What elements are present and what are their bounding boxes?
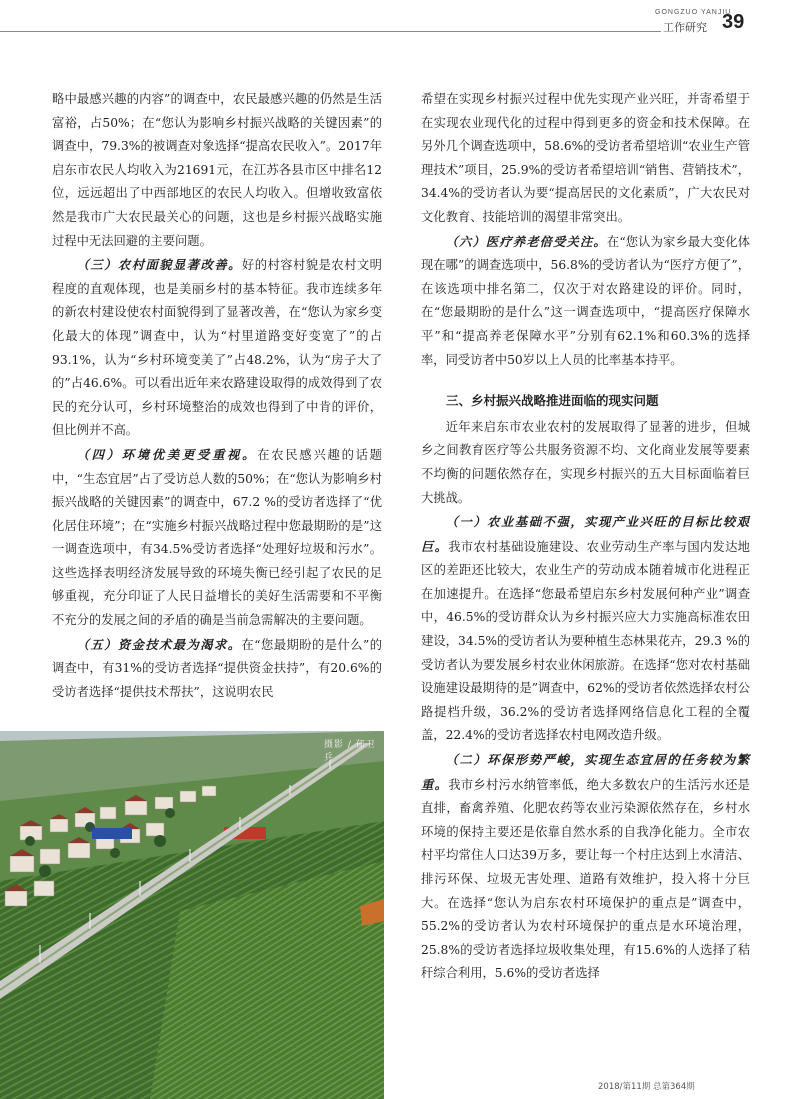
billboard [92, 828, 132, 839]
subsection-lead: （五）资金技术最为渴求。 [76, 636, 242, 652]
paragraph: （二）环保形势严峻，实现生态宜居的任务较为繁重。我市乡村污水纳管率低，绝大多数农户的生活污水还是直排，畜禽养殖、化肥农药等农业污染源依然存在，乡村水环境的保持主要还是依靠自然水系的自我净化能力。全市农村平均常住人口达39万多，要让每一个村庄达到上水清洁、排污环保、垃圾无害处理、道路有效维护，投入将十分巨大。在选择“您认为启东农村环境保护的重点是”调查中，55.2%的受访者认为农村环境保护的重点是水环境治理，25.8%的受访者选择垃圾收集处理，有15.6%的人选择了秸秆综合利用，5.6%的受访者选择 [421, 752, 750, 981]
right-column [421, 88, 750, 986]
paragraph: （四）环境优美更受重视。在农民感兴趣的话题中，“生态宜居”占了受访总人数的50%；在“您认为影响乡村振兴战略的关键因素”的调查中，67.2 %的受访者选择了“优化居住环境”；在“实施乡村振兴战略过程中您最期盼的是”这一调查选项中，有34.5%受访者选择“处理好垃圾和污水”。这些选择表明经济发展导致的环境失衡已经引起了农民的足够重视，充分印证了人民日益增长的美好生活需要和不平衡不充分的发展之间的矛盾的确是当前急需解决的主要问题。 [52, 446, 382, 628]
header-english-title: GONGZUO YANJIU [655, 9, 732, 16]
subsection-lead: （二）环保形势严峻，实现生态宜居的任务较为繁重。 [421, 752, 750, 792]
subsection-lead: （三）农村面貌显著改善。 [76, 257, 242, 273]
photo-credit: 摄影 / 郁卫兵 [324, 740, 376, 763]
photo-illustration [0, 731, 384, 1099]
left-column [52, 88, 382, 704]
header-section-title: 工作研究 [663, 21, 707, 34]
paragraph: （五）资金技术最为渴求。在“您最期盼的是什么”的调查中，有31%的受访者选择“提供资金扶持”，有20.6%的受访者选择“提供技术帮扶”，这说明农民 [52, 636, 382, 699]
paragraph: （三）农村面貌显著改善。好的村容村貌是农村文明程度的直观体现，也是美丽乡村的基本特征。我市连续多年的新农村建设使农村面貌得到了显著改善，在“您认为家乡变化最大的体现”调查中，认为“村里道路变好变宽了”的占93.1%，认为“乡村环境变美了”占48.2%，认为“房子大了的”占46.6%。可以看出近年来农路建设取得的成效得到了农民的充分认可，乡村环境整治的成效也得到了中肯的评价，但比例并不高。 [52, 257, 382, 438]
subsection-lead: （四）环境优美更受重视。 [76, 446, 258, 462]
paragraph: （一）农业基础不强，实现产业兴旺的目标比较艰巨。我市农村基础设施建设、农业劳动生产率与国内发达地区的差距还比较大，农业生产的劳动成本随着城市化进程正在加速提升。在选择“您最希望启东乡村发展何种产业”调查中，46.5%的受访群众认为乡村振兴应大力实施高标准农田建设，34.5%的受访者认为要种植生态林果花卉，29.3 %的受访者认为要发展乡村农业休闲旅游。在选择“您对农村基础设施建设最期待的是”调查中，62%的受访者依然选择农村公路提档升级，36.2%的受访者选择网络信息化工程的全覆盖，22.4%的受访者选择农村电网改造升级。 [421, 514, 750, 743]
issue-footer: 2018/第11期 总第364期 [598, 1082, 695, 1092]
subsection-lead: （一）农业基础不强，实现产业兴旺的目标比较艰巨。 [421, 514, 750, 554]
header-rule [0, 31, 661, 32]
paragraph: 略中最感兴趣的内容”的调查中，农民最感兴趣的仍然是生活富裕，占50%；在“您认为影响乡村振兴战略的关键因素”的调查中，79.3%的被调查对象选择“提高农民收入”。2017年启东市农民人均收入为21691元，在江苏各县市区中排名12位，远远超出了中西部地区的农民人均收入。但增收致富依然是我市广大农民最关心的问题，这也是乡村振兴战略实施过程中无法回避的主要问题。 [52, 92, 382, 248]
section-heading: 三、乡村振兴战略推进面临的现实问题 [446, 393, 659, 409]
aerial-village-photo [0, 731, 384, 1099]
paragraph: （六）医疗养老倍受关注。在“您认为家乡最大变化体现在哪”的调查选项中，56.8%的受访者认为“医疗方便了”，在该选项中排名第二，仅次于对农路建设的评价。同时，在“您最期盼的是什么”这一调查选项中，“提高医疗保障水平”和“提高养老保障水平”分别有62.1%和60.3%的选择率，同受访者中50岁以上人员的比率基本持平。 [421, 233, 750, 367]
paragraph: 希望在实现乡村振兴过程中优先实现产业兴旺，并寄希望于在实现农业现代化的过程中得到更多的资金和技术保障。在另外几个调查选项中，58.6%的受访者希望培训“农业生产管理技术”项目，25.9%的受访者希望培训“销售、营销技术”，34.4%的受访者认为要“提高居民的文化素质”，广大农民对文化教育、技能培训的渴望非常突出。 [421, 92, 750, 224]
subsection-lead: （六）医疗养老倍受关注。 [445, 233, 607, 249]
page-number: 39 [722, 11, 745, 33]
paragraph: 近年来启东市农业农村的发展取得了显著的进步，但城乡之间教育医疗等公共服务资源不均、文化商业发展等要素不均衡的问题依然存在，实现乡村振兴的五大目标面临着巨大挑战。 [421, 419, 750, 505]
